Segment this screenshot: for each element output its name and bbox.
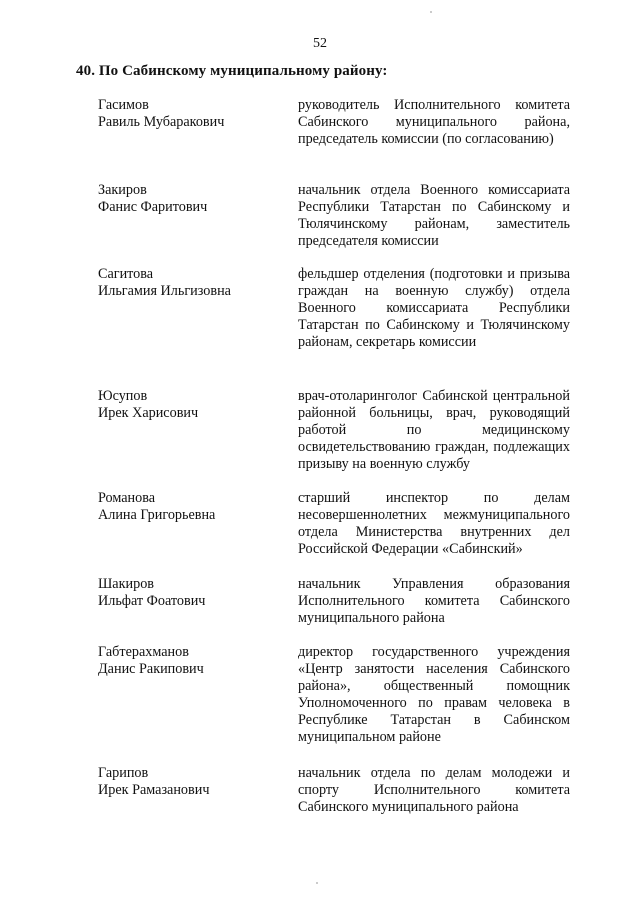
member-name [98,576,288,610]
member-role: врач-отоларинголог Сабинской центральной районной больницы, врач, руководящий работой по медицинскому освидетельствованию граждан, подлежащих призыву на военную службу [298,388,570,472]
member-role: руководитель Исполнительного комитета Сабинского муниципального района, председатель комиссии (по согласованию) [298,97,570,147]
member-name [98,388,288,422]
member-surname: Сагитова [98,266,154,282]
member-given-name: Равиль Мубаракович [98,114,225,130]
section-title: 40. По Сабинскому муниципальному району: [76,63,388,79]
member-role: директор государственного учреждения «Центр занятости населения Сабинского района», общественный помощник Уполномоченного по правам человека в Республике Татарстан в Сабинском муниципальном районе [298,644,570,745]
member-name [98,182,288,216]
page-number: 52 [313,36,327,51]
member-role: начальник отдела по делам молодежи и спорту Исполнительного комитета Сабинского муниципального района [298,765,570,815]
member-given-name: Данис Ракипович [98,661,204,677]
member-given-name: Ирек Харисович [98,405,199,421]
member-surname: Гарипов [98,765,149,781]
member-role: старший инспектор по делам несовершеннолетних межмуниципального отдела Министерства внутренних дел Российской Федерации «Сабинский» [298,490,570,557]
member-role: фельдшер отделения (подготовки и призыва граждан на военную службу) отдела Военного комиссариата Республики Татарстан по Сабинскому и Тюлячинскому районам, секретарь комиссии [298,266,570,350]
member-name [98,97,288,131]
member-role: начальник Управления образования Исполнительного комитета Сабинского муниципального района [298,576,570,626]
member-surname: Гасимов [98,97,149,113]
scan-speck [430,11,432,13]
member-name [98,765,288,799]
member-surname: Шакиров [98,576,154,592]
member-given-name: Фанис Фаритович [98,199,208,215]
member-surname: Габтерахманов [98,644,189,660]
member-name [98,644,288,678]
member-name [98,266,288,300]
member-given-name: Ильгамия Ильгизовна [98,283,231,299]
member-given-name: Ирек Рамазанович [98,782,210,798]
member-surname: Романова [98,490,156,506]
member-surname: Закиров [98,182,147,198]
member-name [98,490,288,524]
member-surname: Юсупов [98,388,148,404]
member-role: начальник отдела Военного комиссариата Республики Татарстан по Сабинскому и Тюлячинскому районам, заместитель председателя комиссии [298,182,570,249]
member-given-name: Алина Григорьевна [98,507,216,523]
member-given-name: Ильфат Фоатович [98,593,206,609]
scan-speck [316,882,318,884]
